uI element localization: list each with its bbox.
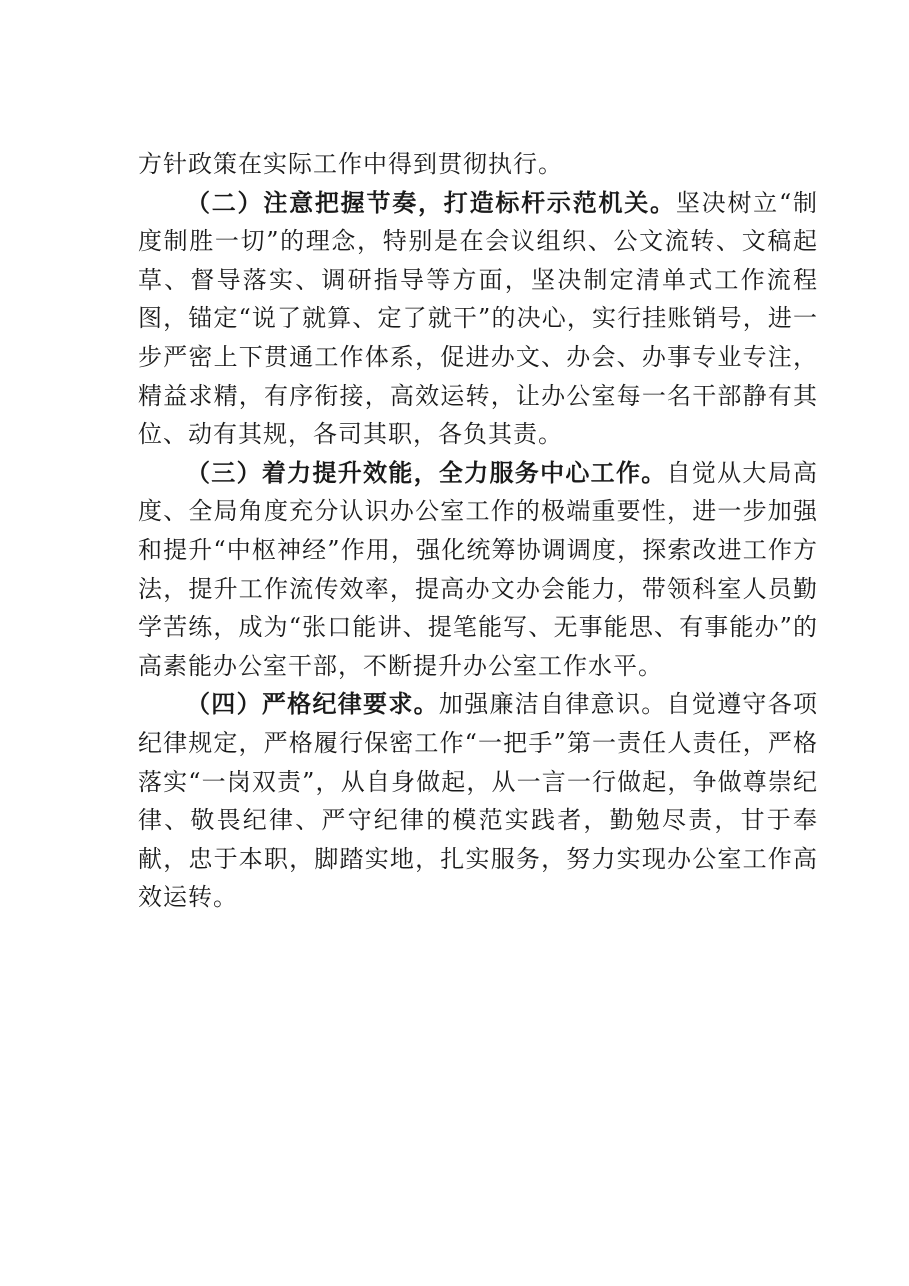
document-body xyxy=(138,145,818,917)
paragraph-text: 加强廉洁自律意识。自觉遵守各项纪律规定，严格履行保密工作“一把手”第一责任人责任，严格落实“一岗双责”，从自身做起，从一言一行做起，争做尊崇纪律、敬畏纪律、严守纪律的模范实践者，勤勉尽责，甘于奉献，忠于本职，脚踏实地，扎实服务，努力实现办公室工作高效运转。 xyxy=(138,690,819,912)
paragraph-section-4 xyxy=(138,685,818,917)
section-heading: （四）严格纪律要求。 xyxy=(186,689,439,719)
paragraph-section-2 xyxy=(138,184,818,454)
section-heading: （三）着力提升效能，全力服务中心工作。 xyxy=(186,457,667,487)
paragraph-section-3 xyxy=(138,454,818,686)
section-heading: （二）注意把握节奏，打造标杆示范机关。 xyxy=(186,187,676,217)
paragraph-continuation xyxy=(138,145,818,184)
paragraph-text: 自觉从大局高度、全局角度充分认识办公室工作的极端重要性，进一步加强和提升“中枢神经”作用，强化统筹协调调度，探索改进工作方法，提升工作流传效率，提高办文办会能力，带领科室人员勤学苦练，成为“张口能讲、提笔能写、无事能思、有事能办”的高素能办公室干部，不断提升办公室工作水平。 xyxy=(138,458,819,680)
paragraph-text: 坚决树立“制度制胜一切”的理念，特别是在会议组织、公文流转、文稿起草、督导落实、调研指导等方面，坚决制定清单式工作流程图，锚定“说了就算、定了就干”的决心，实行挂账销号，进一步严密上下贯通工作体系，促进办文、办会、办事专业专注，精益求精，有序衔接，高效运转，让办公室每一名干部静有其位、动有其规，各司其职，各负其责。 xyxy=(138,188,818,449)
paragraph-text: 方针政策在实际工作中得到贯彻执行。 xyxy=(138,150,563,178)
